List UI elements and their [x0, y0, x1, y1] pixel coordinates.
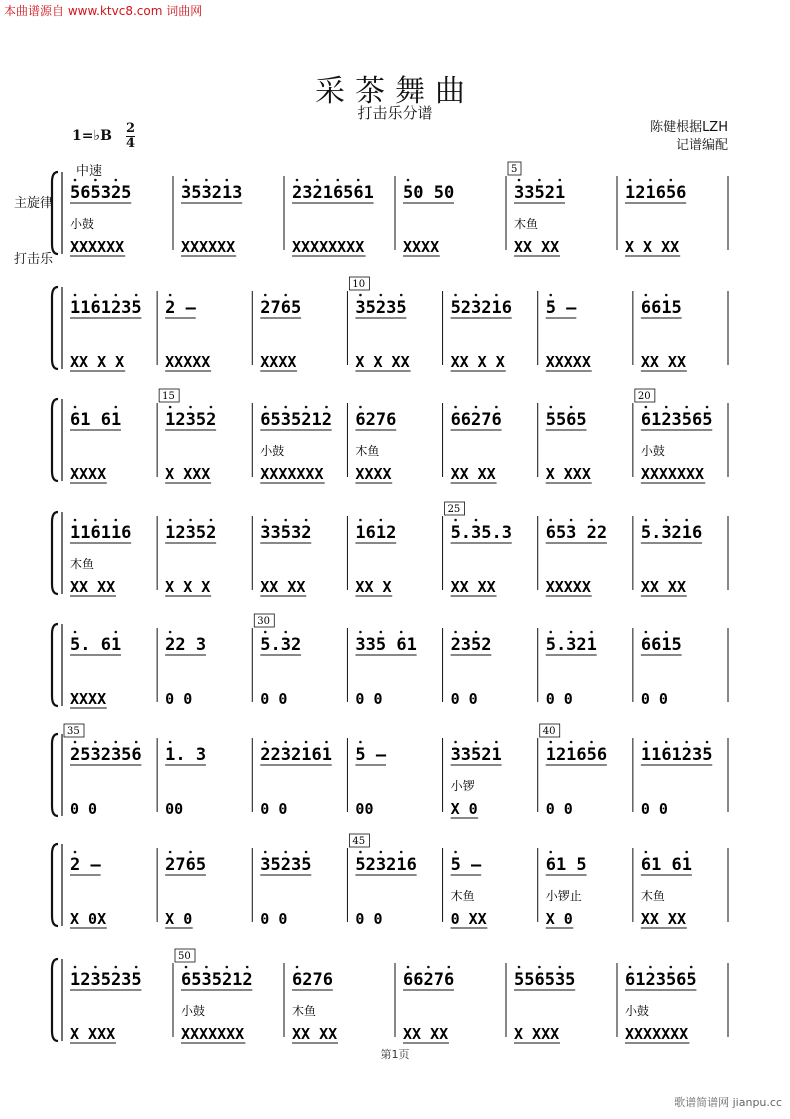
octave-dot	[359, 294, 362, 297]
rehearsal-number: 40	[542, 726, 556, 737]
octave-dot	[475, 519, 478, 522]
octave-dot	[685, 406, 688, 409]
octave-dot	[74, 519, 77, 522]
percussion-notes: XX XX	[450, 465, 496, 483]
octave-dot	[205, 179, 208, 182]
octave-dot	[359, 631, 362, 634]
percussion-notes: X X XX	[355, 353, 410, 371]
percussion-notes: 0 0	[260, 800, 288, 818]
octave-dot	[359, 406, 362, 409]
time-bottom: 4	[126, 136, 136, 151]
melody-notes: 1. 3	[165, 745, 207, 765]
melody-notes: 6276	[292, 970, 333, 990]
instrument-label: 小鼓	[70, 217, 95, 231]
octave-dot	[94, 294, 97, 297]
instrument-label: 木鱼	[640, 889, 665, 903]
octave-dot	[296, 966, 299, 969]
page-title: 采茶舞曲	[315, 74, 475, 109]
melody-notes: 23216561	[292, 183, 374, 203]
percussion-notes: 0 0	[355, 690, 383, 708]
octave-dot	[454, 851, 457, 854]
octave-dot	[380, 851, 383, 854]
octave-dot	[454, 741, 457, 744]
rehearsal-number: 45	[352, 836, 366, 847]
octave-dot	[538, 179, 541, 182]
octave-dot	[706, 741, 709, 744]
octave-dot	[427, 966, 430, 969]
percussion-notes: 0 0	[450, 690, 478, 708]
percussion-notes: XXXXX	[545, 353, 591, 371]
melody-notes: 2352	[450, 635, 492, 655]
octave-dot	[380, 631, 383, 634]
instrument-label: 木鱼	[514, 217, 539, 231]
score-system	[0, 836, 790, 930]
melody-notes: 121656	[545, 745, 608, 765]
octave-dot	[264, 294, 267, 297]
time-top: 2	[126, 121, 136, 136]
octave-dot	[665, 406, 668, 409]
system-brace	[52, 287, 58, 369]
melody-notes: 5.35.3	[450, 523, 512, 543]
octave-dot	[549, 631, 552, 634]
octave-dot	[305, 519, 308, 522]
octave-dot	[189, 406, 192, 409]
melody-notes: 5. 61	[70, 635, 122, 655]
octave-dot	[475, 406, 478, 409]
melody-notes: 35235	[260, 855, 312, 875]
octave-dot	[264, 519, 267, 522]
octave-dot	[649, 966, 652, 969]
octave-dot	[284, 851, 287, 854]
octave-dot	[685, 851, 688, 854]
percussion-notes: XXXXX	[545, 578, 591, 596]
octave-dot	[549, 406, 552, 409]
melody-notes: 6615	[640, 635, 682, 655]
octave-dot	[400, 294, 403, 297]
system-brace	[52, 844, 58, 926]
instrument-label: 木鱼	[292, 1004, 317, 1018]
octave-dot	[629, 179, 632, 182]
percussion-notes: XX XX	[640, 578, 687, 596]
melody-notes: 2232161	[260, 745, 332, 765]
system-brace	[52, 624, 58, 706]
percussion-notes: XX X X	[70, 353, 125, 371]
percussion-notes: 0 0	[165, 690, 193, 708]
octave-dot	[316, 179, 319, 182]
rehearsal-number: 15	[162, 391, 175, 402]
melody-notes: 1612	[355, 523, 397, 543]
octave-dot	[685, 741, 688, 744]
octave-dot	[74, 631, 77, 634]
melody-notes: 2765	[260, 298, 302, 318]
octave-dot	[645, 851, 648, 854]
percussion-notes: XXXXXXX	[181, 1025, 245, 1043]
octave-dot	[549, 294, 552, 297]
instrument-label: 木鱼	[450, 889, 475, 903]
percussion-notes: X XXX	[165, 465, 211, 483]
octave-dot	[380, 519, 383, 522]
octave-dot	[665, 519, 668, 522]
melody-notes: 653 22	[545, 523, 608, 543]
octave-dot	[94, 519, 97, 522]
rehearsal-number: 35	[67, 726, 80, 737]
octave-dot	[665, 741, 668, 744]
octave-dot	[169, 851, 172, 854]
percussion-notes: XX XX	[260, 578, 306, 596]
octave-dot	[629, 966, 632, 969]
score-system	[0, 616, 790, 710]
percussion-notes: XX XX	[640, 353, 687, 371]
melody-notes: 1161235	[640, 745, 713, 765]
melody-notes: 35235	[355, 298, 407, 318]
octave-dot	[590, 631, 593, 634]
percussion-notes: XXXXXX	[70, 238, 125, 256]
rehearsal-number: 50	[178, 951, 191, 962]
percussion-notes: 00	[165, 800, 184, 818]
instrument-label: 木鱼	[355, 444, 380, 458]
percussion-notes: XX XX	[514, 238, 560, 256]
percussion-notes: X XXX	[514, 1025, 560, 1043]
octave-dot	[284, 519, 287, 522]
octave-dot	[305, 851, 308, 854]
octave-dot	[454, 294, 457, 297]
melody-notes: 556535	[514, 970, 576, 990]
melody-notes: 33521	[450, 745, 502, 765]
octave-dot	[210, 406, 213, 409]
melody-notes: 6123565	[640, 410, 713, 430]
octave-dot	[495, 406, 498, 409]
percussion-notes: 0 0	[70, 800, 98, 818]
rehearsal-number: 5	[511, 164, 518, 175]
octave-dot	[115, 966, 118, 969]
octave-dot	[169, 741, 172, 744]
octave-dot	[590, 741, 593, 744]
octave-dot	[454, 519, 457, 522]
octave-dot	[570, 519, 573, 522]
percussion-notes: XXXX	[70, 465, 107, 483]
score-system	[0, 951, 790, 1045]
melody-notes: 12352	[165, 523, 217, 543]
percussion-notes: X 0X	[70, 910, 107, 928]
octave-dot	[115, 631, 118, 634]
octave-dot	[115, 519, 118, 522]
octave-dot	[94, 179, 97, 182]
octave-dot	[264, 851, 267, 854]
octave-dot	[400, 851, 403, 854]
instrument-label: 小鼓	[181, 1004, 206, 1018]
instrument-label: 小锣止	[545, 889, 582, 903]
octave-dot	[570, 741, 573, 744]
octave-dot	[357, 179, 360, 182]
score-system	[0, 391, 790, 485]
melody-notes: 33532	[260, 523, 312, 543]
octave-dot	[475, 631, 478, 634]
percussion-notes: 0 0	[545, 800, 573, 818]
percussion-notes: X XXX	[545, 465, 591, 483]
octave-dot	[115, 741, 118, 744]
octave-dot	[475, 741, 478, 744]
credit-line-2: 记谱编配	[675, 138, 728, 153]
octave-dot	[380, 294, 383, 297]
octave-dot	[205, 966, 208, 969]
octave-dot	[264, 631, 267, 634]
melody-notes: 5.321	[545, 635, 597, 655]
octave-dot	[685, 519, 688, 522]
octave-dot	[74, 294, 77, 297]
octave-dot	[359, 741, 362, 744]
octave-dot	[74, 179, 77, 182]
octave-dot	[454, 631, 457, 634]
score-system	[0, 726, 790, 820]
melody-notes: 6276	[355, 410, 397, 430]
octave-dot	[284, 406, 287, 409]
octave-dot	[169, 631, 172, 634]
percussion-notes: 0 XX	[450, 910, 487, 928]
melody-notes: 5 –	[450, 855, 482, 875]
octave-dot	[549, 519, 552, 522]
percussion-notes: 0 0	[545, 690, 573, 708]
octave-dot	[559, 966, 562, 969]
rehearsal-number: 30	[257, 616, 271, 627]
melody-notes: 12352	[165, 410, 217, 430]
melody-notes: 523216	[450, 298, 512, 318]
octave-dot	[189, 851, 192, 854]
percussion-notes: XXXX	[355, 465, 392, 483]
octave-dot	[284, 741, 287, 744]
octave-dot	[135, 741, 138, 744]
percussion-notes: 00	[355, 800, 374, 818]
percussion-notes: XXXX	[260, 353, 297, 371]
octave-dot	[135, 966, 138, 969]
octave-dot	[305, 741, 308, 744]
percussion-notes: XX XX	[640, 910, 687, 928]
rehearsal-number: 25	[447, 504, 461, 515]
melody-notes: 335 61	[355, 635, 417, 655]
octave-dot	[337, 179, 340, 182]
percussion-notes: XX XX	[403, 1025, 449, 1043]
octave-dot	[645, 741, 648, 744]
percussion-notes: 0 0	[260, 690, 288, 708]
octave-dot	[325, 406, 328, 409]
percussion-notes: XXXX	[403, 238, 440, 256]
octave-dot	[559, 179, 562, 182]
octave-dot	[549, 851, 552, 854]
melody-notes: 116116	[70, 523, 132, 543]
octave-dot	[670, 179, 673, 182]
percussion-notes: X 0	[165, 910, 193, 928]
octave-dot	[305, 406, 308, 409]
melody-notes: 5565	[545, 410, 587, 430]
octave-dot	[169, 519, 172, 522]
melody-notes: 523216	[355, 855, 417, 875]
octave-dot	[115, 179, 118, 182]
melody-notes: 5.32	[260, 635, 302, 655]
octave-dot	[570, 631, 573, 634]
octave-dot	[645, 631, 648, 634]
octave-dot	[189, 519, 192, 522]
melody-notes: 6535212	[260, 410, 332, 430]
octave-dot	[325, 741, 328, 744]
percussion-notes: X X X	[165, 578, 211, 596]
percussion-notes: XXXXXX	[181, 238, 236, 256]
octave-dot	[665, 294, 668, 297]
octave-dot	[665, 631, 668, 634]
part-label-percussion: 打击乐	[14, 252, 54, 267]
octave-dot	[94, 741, 97, 744]
melody-notes: 61 61	[70, 410, 122, 430]
rehearsal-number: 10	[352, 279, 366, 290]
percussion-notes: XXXXXXX	[260, 465, 324, 483]
octave-dot	[135, 294, 138, 297]
melody-notes: 5 –	[545, 298, 577, 318]
melody-notes: 66276	[403, 970, 455, 990]
percussion-notes: 0 0	[640, 690, 668, 708]
octave-dot	[538, 966, 541, 969]
credit-line-1: 陈健根据LZH	[650, 120, 728, 135]
melody-notes: 6615	[640, 298, 682, 318]
percussion-notes: XX XX	[450, 578, 496, 596]
octave-dot	[284, 294, 287, 297]
octave-dot	[454, 406, 457, 409]
octave-dot	[549, 741, 552, 744]
melody-notes: 2532356	[70, 745, 142, 765]
instrument-label: 小鼓	[640, 444, 665, 458]
melody-notes: 2 –	[70, 855, 101, 875]
octave-dot	[246, 966, 249, 969]
melody-notes: 6535212	[181, 970, 253, 990]
octave-dot	[226, 966, 229, 969]
tempo-marking: 中速	[76, 164, 103, 179]
instrument-label: 小鼓	[625, 1004, 650, 1018]
octave-dot	[94, 966, 97, 969]
score-system	[0, 164, 790, 258]
site-footer: 歌谱简谱网 jianpu.cc	[674, 1096, 782, 1109]
melody-notes: 61 61	[640, 855, 693, 875]
instrument-label: 木鱼	[70, 557, 95, 571]
octave-dot	[690, 966, 693, 969]
percussion-notes: X X XX	[625, 238, 680, 256]
melody-notes: 5 –	[355, 745, 387, 765]
system-brace	[52, 734, 58, 816]
octave-dot	[670, 966, 673, 969]
melody-notes: 353213	[181, 183, 243, 203]
melody-notes: 6123565	[625, 970, 697, 990]
melody-notes: 1161235	[70, 298, 142, 318]
watermark: 本曲谱源自 www.ktvc8.com 词曲网	[4, 4, 203, 18]
octave-dot	[74, 851, 77, 854]
percussion-notes: XXXXX	[165, 353, 211, 371]
melody-notes: 2765	[165, 855, 207, 875]
page-subtitle: 打击乐分谱	[357, 104, 433, 122]
melody-notes: 5.3216	[640, 523, 703, 543]
score-system	[0, 504, 790, 598]
octave-dot	[400, 631, 403, 634]
melody-notes: 1235235	[70, 970, 142, 990]
percussion-notes: X XXX	[70, 1025, 116, 1043]
octave-dot	[407, 179, 410, 182]
octave-dot	[284, 631, 287, 634]
page-number: 第1页	[380, 1048, 410, 1061]
percussion-notes: XX XX	[70, 578, 116, 596]
percussion-notes: XXXXXXX	[625, 1025, 689, 1043]
octave-dot	[359, 519, 362, 522]
octave-dot	[407, 966, 410, 969]
octave-dot	[74, 406, 77, 409]
octave-dot	[296, 179, 299, 182]
octave-dot	[649, 179, 652, 182]
percussion-notes: X 0	[450, 800, 478, 818]
octave-dot	[359, 851, 362, 854]
octave-dot	[645, 519, 648, 522]
octave-dot	[518, 966, 521, 969]
octave-dot	[210, 519, 213, 522]
octave-dot	[185, 966, 188, 969]
melody-notes: 50 50	[403, 183, 455, 203]
octave-dot	[169, 294, 172, 297]
melody-notes: 121656	[625, 183, 687, 203]
score-system	[0, 279, 790, 373]
octave-dot	[590, 519, 593, 522]
percussion-notes: XX X	[355, 578, 392, 596]
melody-notes: 33521	[514, 183, 566, 203]
percussion-notes: 0 0	[260, 910, 288, 928]
instrument-label: 小鼓	[260, 444, 285, 458]
melody-notes: 2 –	[165, 298, 196, 318]
melody-notes: 22 3	[165, 635, 207, 655]
octave-dot	[74, 966, 77, 969]
octave-dot	[169, 406, 172, 409]
percussion-notes: X 0	[545, 910, 573, 928]
octave-dot	[448, 966, 451, 969]
octave-dot	[115, 406, 118, 409]
percussion-notes: XX X X	[450, 353, 505, 371]
melody-notes: 61 5	[545, 855, 587, 875]
percussion-notes: 0 0	[640, 800, 668, 818]
percussion-notes: XXXXXXX	[640, 465, 705, 483]
octave-dot	[264, 741, 267, 744]
system-brace	[52, 959, 58, 1041]
instrument-label: 小锣	[450, 779, 475, 793]
percussion-notes: XX XX	[292, 1025, 338, 1043]
octave-dot	[495, 741, 498, 744]
octave-dot	[495, 294, 498, 297]
octave-dot	[645, 406, 648, 409]
melody-notes: 565325	[70, 183, 132, 203]
percussion-notes: XXXXXXXX	[292, 238, 365, 256]
octave-dot	[74, 741, 77, 744]
octave-dot	[115, 294, 118, 297]
system-brace	[52, 399, 58, 481]
octave-dot	[570, 406, 573, 409]
rehearsal-number: 20	[637, 391, 651, 402]
octave-dot	[264, 406, 267, 409]
octave-dot	[706, 406, 709, 409]
octave-dot	[185, 179, 188, 182]
part-label-melody: 主旋律	[14, 196, 54, 211]
system-brace	[52, 512, 58, 594]
system-brace	[52, 172, 58, 254]
octave-dot	[518, 179, 521, 182]
time-signature	[126, 122, 135, 151]
octave-dot	[226, 179, 229, 182]
percussion-notes: XXXX	[70, 690, 107, 708]
key-signature: 1=♭B	[72, 128, 112, 144]
octave-dot	[645, 294, 648, 297]
octave-dot	[475, 294, 478, 297]
melody-notes: 66276	[450, 410, 502, 430]
percussion-notes: 0 0	[355, 910, 383, 928]
